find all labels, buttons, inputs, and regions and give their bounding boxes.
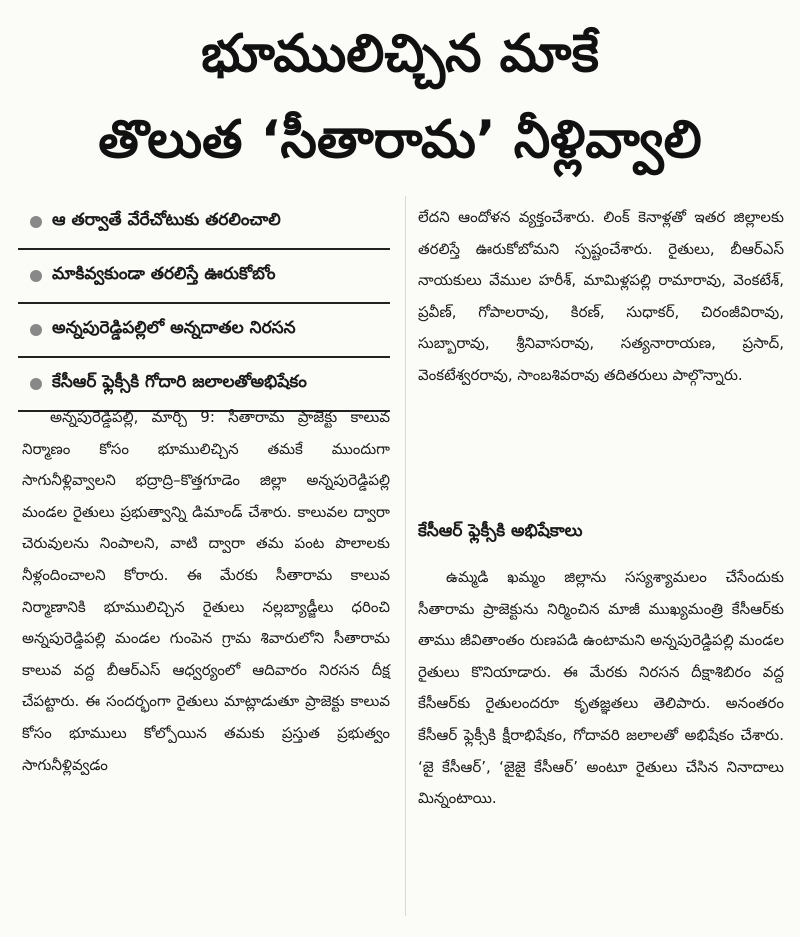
- article-subheading: కేసీఆర్ ఫ్లెక్సీకి అభిషేకాలు: [418, 521, 583, 541]
- article-right-column-bottom: [418, 562, 784, 815]
- highlight-text: ఆ తర్వాతే వేరేచోటుకు తరలించాలి: [52, 210, 281, 230]
- bullet-icon: [30, 216, 42, 228]
- highlight-text: కేసీఆర్ ఫ్లెక్సీకి గోదారి జలాలతోఅభిషేకం: [52, 372, 307, 392]
- headline-line-2: తొలుత ‘సీతారామ’ నీళ్లివ్వాలి: [98, 110, 702, 170]
- bullet-icon: [30, 324, 42, 336]
- headline-line-1: భూములిచ్చిన మాకే: [201, 24, 599, 84]
- article-paragraph: ఉమ్మడి ఖమ్మం జిల్లాను సస్యశ్యామలం చేసేందుకు సీతారామ ప్రాజెక్టును నిర్మించిన మాజీ ముఖ్యమంత్రి కేసీఆర్‌కు తాము జీవితాంతం రుణపడి ఉంటామని అన్నపురెడ్డిపల్లి మండల రైతులు కొనియాడారు. ఈ మేరకు నిరసన దీక్షాశిబిరం వద్ద కేసీఆర్‌కు రైతులందరూ కృతజ్ఞతలు తెలిపారు. అనంతరం కేసీఆర్ ఫ్లెక్సీకి క్షీరాభిషేకం, గోదావరి జలాలతో అభిషేకం చేశారు. ‘జై కేసీఆర్’, ‘జైజై కేసీఆర్’ అంటూ రైతులు చేసిన నినాదాలు మిన్నంటాయి.: [418, 568, 784, 808]
- article-paragraph: లేదని ఆందోళన వ్యక్తంచేశారు. లింక్ కెనాళ్లతో ఇతర జిల్లాలకు తరలిస్తే ఊరుకోబోమని స్పష్టంచేశారు. రైతులు, బీఆర్ఎస్ నాయకులు వేముల హరీశ్, మామిళ్లపల్లి రామారావు, వెంకటేశ్, ప్రవీణ్, గోపాలరావు, కిరణ్, సుధాకర్, చిరంజీవిరావు, సుబ్బారావు, శ్రీనివాసరావు, సత్యనారాయణ, ప్రసాద్, వెంకటేశ్వరరావు, సాంబశివరావు తదితరులు పాల్గొన్నారు.: [418, 208, 784, 384]
- highlight-text: మాకివ్వకుండా తరలిస్తే ఊరుకోబోం: [52, 264, 276, 284]
- highlight-item: [18, 304, 390, 358]
- article-right-column-top: [418, 202, 784, 392]
- highlight-text: అన్నపురెడ్డిపల్లిలో అన్నదాతల నిరసన: [52, 318, 296, 338]
- article-paragraph: అన్నపురెడ్డిపల్లి, మార్చి 9: సీతారామ ప్రాజెక్టు కాలువ నిర్మాణం కోసం భూములిచ్చిన తమకే ముందుగా సాగునీళ్లివ్వాలని భద్రాద్రి–కొత్తగూడెం జిల్లా అన్నపురెడ్డిపల్లి మండల రైతులు ప్రభుత్వాన్ని డిమాండ్ చేశారు. కాలువల ద్వారా చెరువులను నింపాలని, వాటి ద్వారా తమ పంట పొలాలకు నీళ్లందించాలని కోరారు. ఈ మేరకు సీతారామ కాలువ నిర్మాణానికి భూములిచ్చిన రైతులు నల్లబ్యాడ్జీలు ధరించి అన్నపురెడ్డిపల్లి మండల గుంపెన గ్రామ శివారులోని సీతారామ కాలువ వద్ద బీఆర్ఎస్ ఆధ్వర్యంలో ఆదివారం నిరసన దీక్ష చేపట్టారు. ఈ సందర్భంగా రైతులు మాట్లాడుతూ ప్రాజెక్టు కాలువ కోసం భూములు కోల్పోయిన తమకు ప్రస్తుత ప్రభుత్వం సాగునీళ్లివ్వడం: [22, 408, 390, 774]
- highlight-item: [18, 196, 390, 250]
- highlight-item: [18, 250, 390, 304]
- bullet-icon: [30, 270, 42, 282]
- article-left-column: [22, 402, 390, 781]
- column-divider: [405, 196, 406, 916]
- bullet-icon: [30, 378, 42, 390]
- highlights-list: [18, 196, 390, 412]
